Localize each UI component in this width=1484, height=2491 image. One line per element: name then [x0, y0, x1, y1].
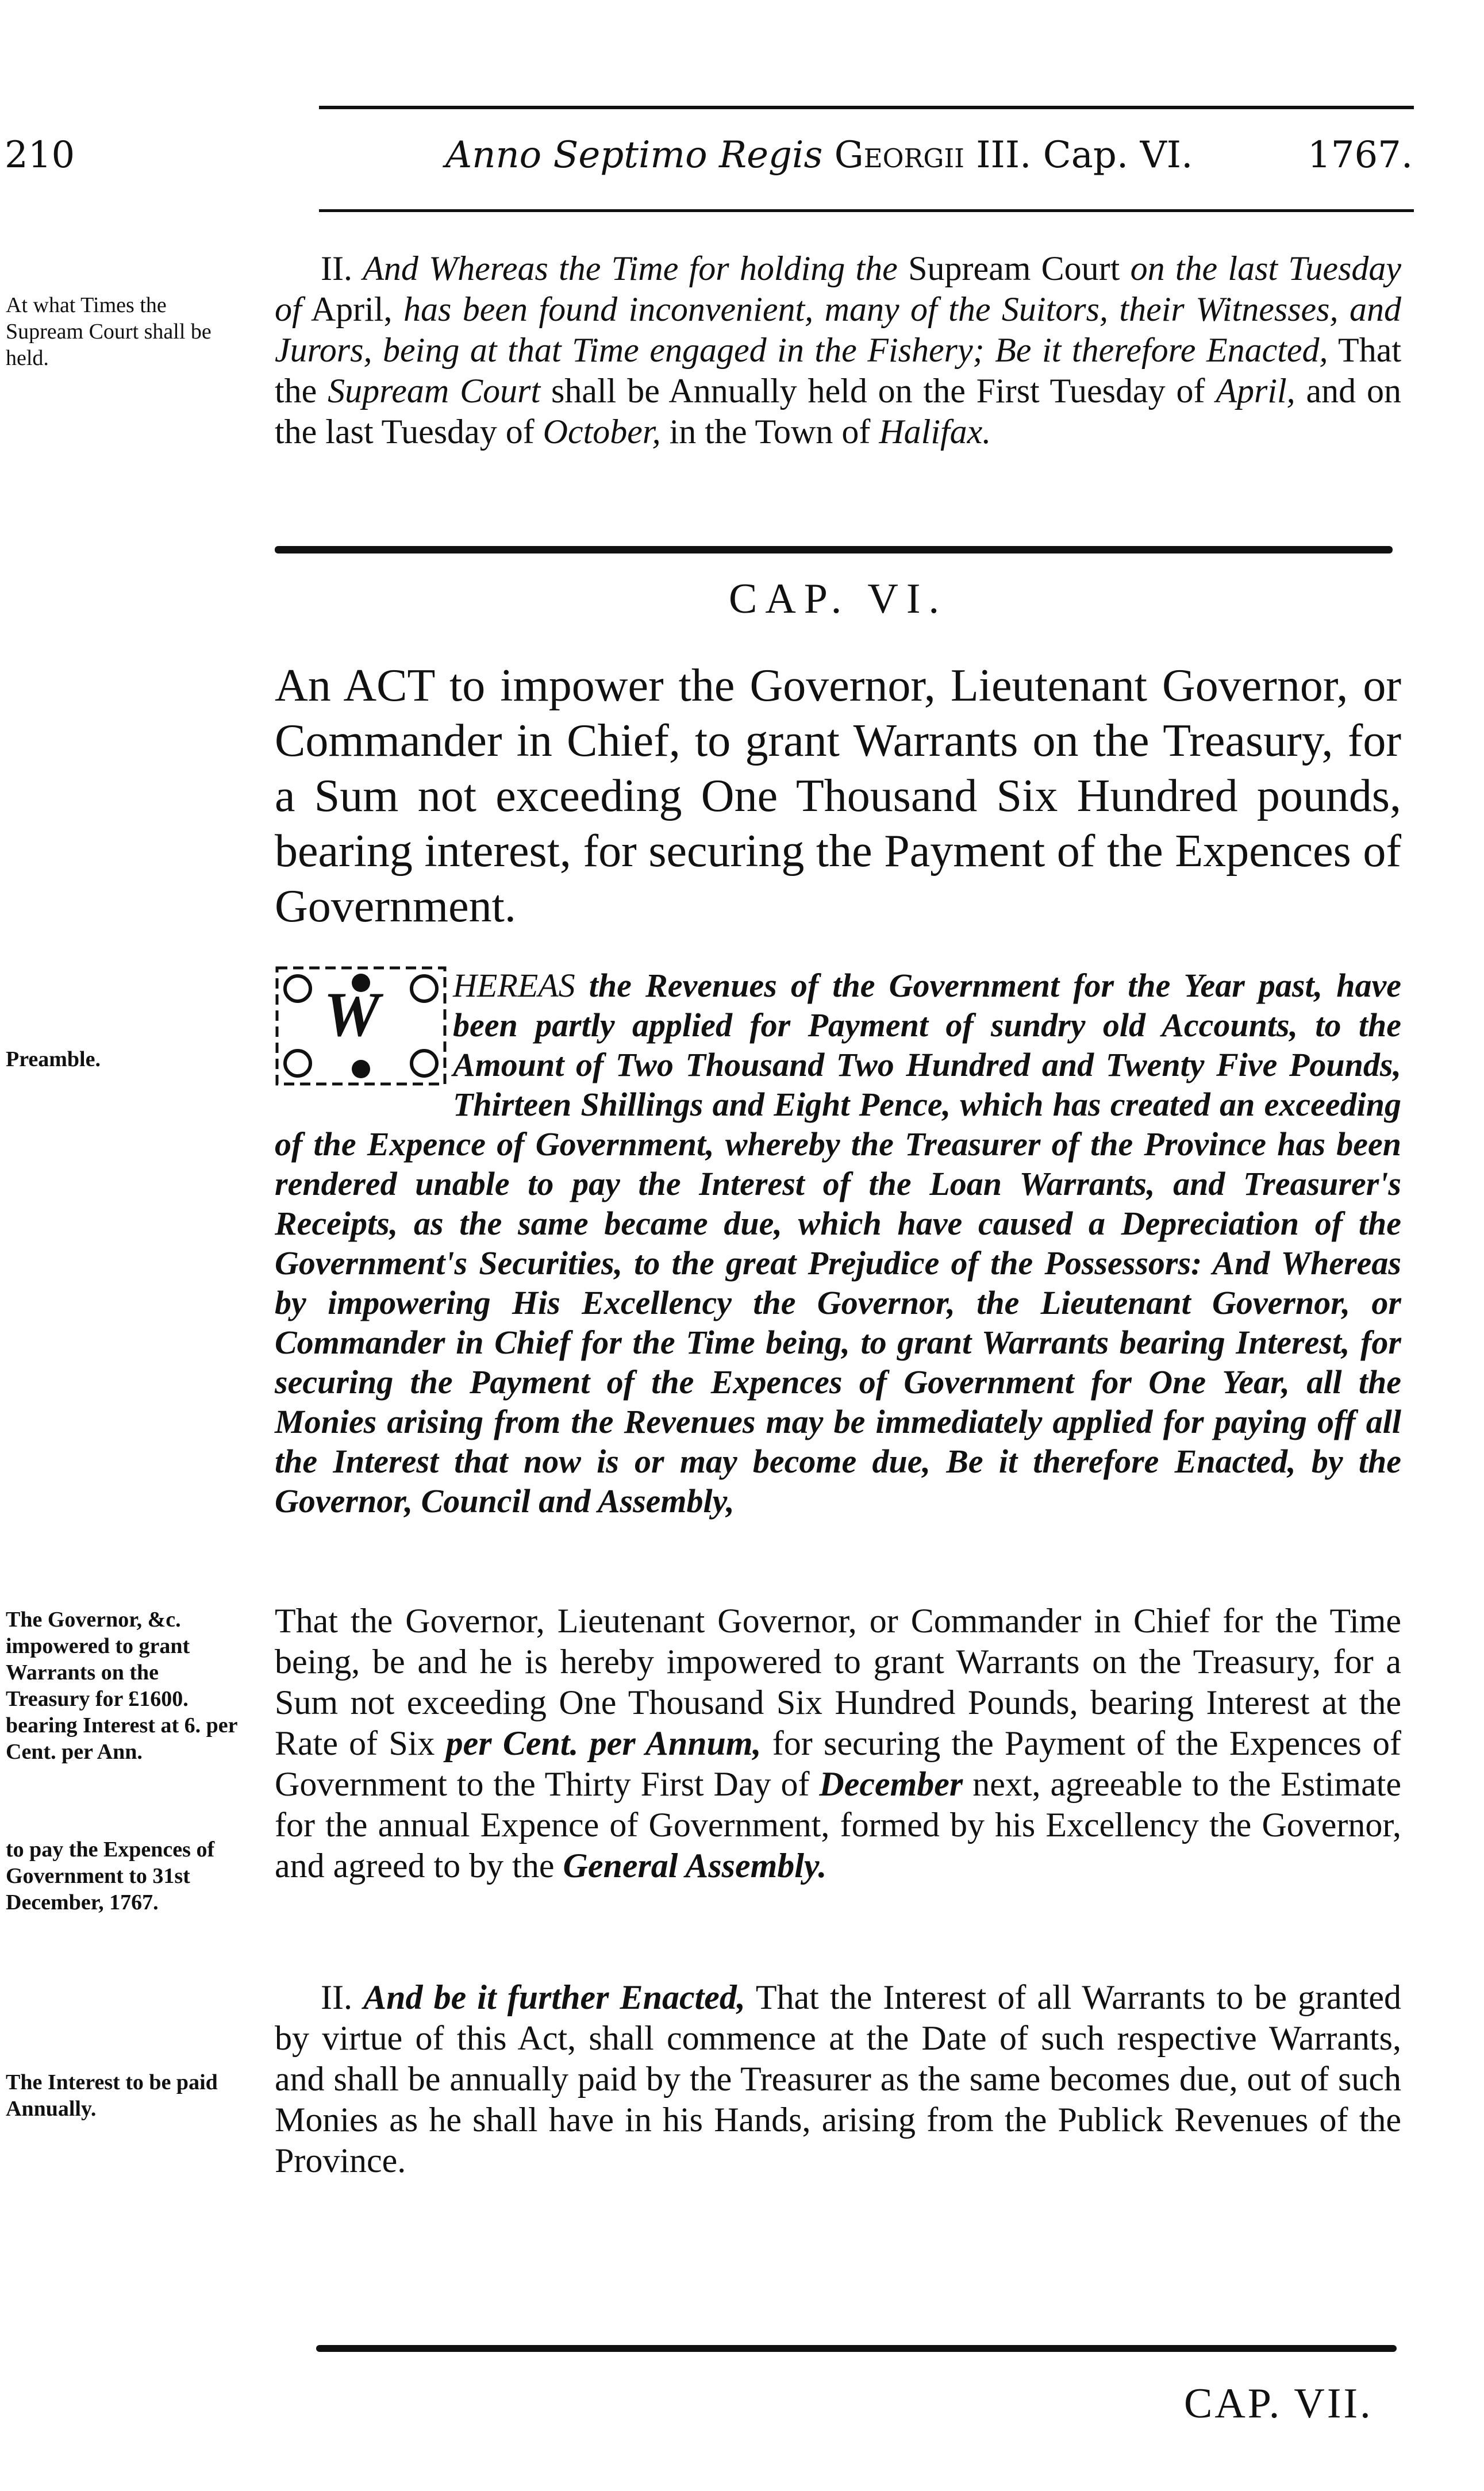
dropcap-letter: W: [324, 979, 380, 1050]
enacting-text-1: That the Governor, Lieutenant Governor, or Commander in Chief for the Time being, be and he is hereby impowered to grant Warrants on the Treasury, for a Sum not exceeding One Thousand Six Hundred Pounds, bearing Interest at the Rate of Six: [275, 1602, 1401, 1762]
margin-note-supream-court: At what Times the Supream Court shall be held.: [6, 293, 212, 370]
prev-section-text-b: Supream Court: [908, 249, 1120, 287]
running-head-anno: Anno Septimo Regis: [445, 134, 823, 176]
prev-section-text-a: And Whereas the Time for holding the: [363, 249, 898, 287]
section-two: [275, 1977, 1401, 2181]
preamble-first-word: HEREAS: [453, 967, 575, 1004]
catchword: CAP. VII.: [1184, 2380, 1373, 2427]
section-two-numeral: II.: [321, 1978, 352, 2016]
enacting-text-2: for securing the Payment of the Expences of Government to the Thirty First Day of: [275, 1724, 1401, 1803]
prev-section-text-m: Halifax.: [879, 413, 991, 451]
prev-section-ii: [275, 248, 1401, 452]
enacting-clause: [275, 1601, 1401, 1886]
page-number: 210: [5, 134, 75, 176]
prev-section-text-l: in the Town of: [669, 413, 871, 451]
bottom-divider: [316, 2345, 1397, 2352]
prev-section-text-i: April,: [1216, 372, 1295, 410]
enacting-general-assembly: General Assembly.: [563, 1847, 827, 1885]
margin-note-expences: to pay the Expences of Government to 31st December, 1767.: [6, 1838, 215, 1915]
prev-section-text-j: and on the last Tuesday of: [275, 372, 1402, 451]
act-title: An ACT to impower the Governor, Lieutenant Governor, or Commander in Chief, to grant Warrants on the Treasury, for a Sum not exceeding One Thousand Six Hundred pounds, bearing interest, for securing the Payment of the Expences of Government.: [275, 660, 1401, 932]
enacting-per-cent: per Cent. per Annum,: [445, 1724, 762, 1762]
enacting-text-3: next, agreeable to the Estimate for the annual Expence of Government, formed by his Excellency the Governor, and agreed to by the: [275, 1765, 1402, 1885]
prev-section-text-h: shall be Annually held on the First Tuesday of: [551, 372, 1205, 410]
margin-note-preamble: Preamble.: [6, 1047, 101, 1071]
prev-section-text-c: on the last Tuesday of: [275, 249, 1402, 328]
prev-section-text-e: has been found inconvenient, many of the Suitors, their Witnesses, and Jurors, being at that Time engaged in the Fishery; Be it therefore Enacted,: [275, 290, 1401, 369]
prev-section-text-d: April,: [310, 290, 393, 328]
prev-section-numeral: II.: [321, 249, 352, 287]
margin-note-interest-paid: The Interest to be paid Annually.: [6, 2070, 218, 2121]
cap-heading: CAP. VI.: [729, 575, 947, 622]
prev-section-text-k: October,: [543, 413, 661, 451]
ornamental-dropcap: [275, 966, 447, 1086]
prev-section-text-g: Supream Court: [328, 372, 541, 410]
running-head: [445, 132, 1193, 178]
running-head-cap: III. Cap. VI.: [976, 134, 1193, 176]
preamble: [275, 966, 1401, 1521]
header-year: 1767.: [1308, 134, 1413, 176]
section-divider: [275, 546, 1393, 553]
header-top-rule: [319, 106, 1414, 109]
running-head-king: Georgii: [834, 134, 964, 176]
enacting-december: December: [819, 1765, 963, 1803]
header-bottom-rule: [319, 209, 1414, 212]
prev-section-text-f: That the: [275, 331, 1401, 410]
margin-note-impowered: The Governor, &c. impowered to grant Warrants on the Treasury for £1600. bearing Interest at 6. per Cent. per Ann.: [6, 1608, 237, 1764]
section-two-text: That the Interest of all Warrants to be granted by virtue of this Act, shall commence at the Date of such respective Warrants, and shall be annually paid by the Treasurer as the same becomes due, out of such Monies as he shall have in his Hands, arising from the Publick Revenues of the Province.: [275, 1978, 1401, 2179]
section-two-intro: And be it further Enacted,: [363, 1978, 745, 2016]
preamble-text: the Revenues of the Government for the Year past, have been partly applied for Payment of sundry old Accounts, to the Amount of Two Thousand Two Hundred and Twenty Five Pounds, Thirteen Shillings and Eight Pence, which has created an exceeding of the Expence of Government, whereby the Treasurer of the Province has been rendered unable to pay the Interest of the Loan Warrants, and Treasurer's Receipts, as the same became due, which have caused a Depreciation of the Government's Securities, to the great Prejudice of the Possessors: And Whereas by impowering His Excellency the Governor, the Lieutenant Governor, or Commander in Chief for the Time being, to grant Warrants bearing Interest, for securing the Payment of the Expences of Government for One Year, all the Monies arising from the Revenues may be immediately applied for paying off all the Interest that now is or may become due, Be it therefore Enacted, by the Governor, Council and Assembly,: [275, 967, 1401, 1520]
